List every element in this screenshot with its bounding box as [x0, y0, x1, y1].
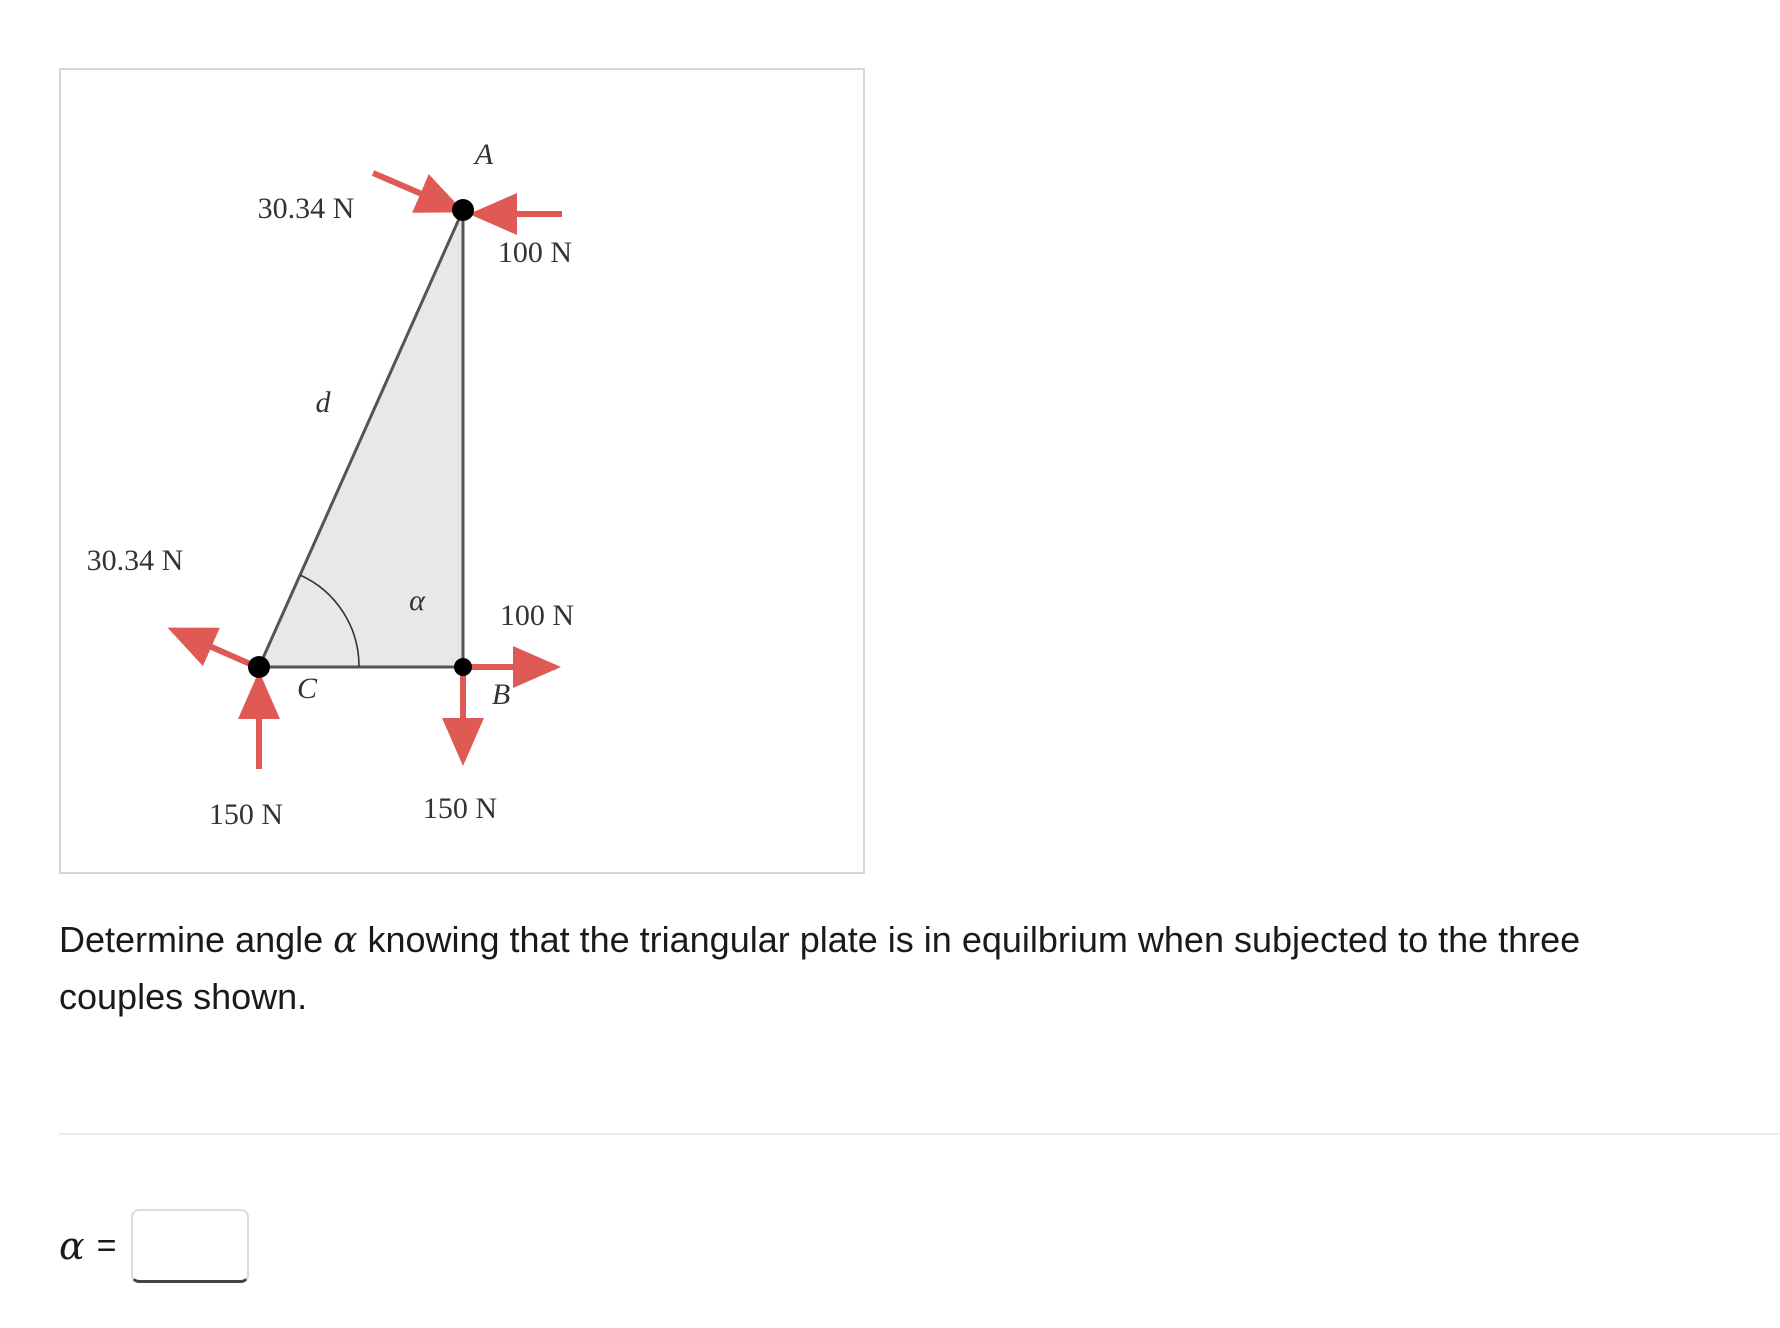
answer-row: [59, 1208, 249, 1284]
label-point-c: C: [296, 672, 318, 705]
label-side-d: d: [315, 386, 331, 419]
divider: [59, 1133, 1780, 1135]
force-arrow-lower-left: [173, 630, 257, 667]
question-text-after: knowing that the triangular plate is in equilbrium when subjected to the three couples shown.: [59, 919, 1581, 1017]
answer-label-alpha: α: [59, 1224, 85, 1268]
triangular-plate-diagram: [61, 70, 863, 872]
label-force-bottom-right: 150 N: [422, 792, 498, 825]
label-force-lower-left: 30.34 N: [86, 544, 184, 577]
label-force-lower-right: 100 N: [499, 599, 575, 632]
triangular-plate: [259, 210, 463, 667]
figure-frame: [59, 68, 865, 874]
node-b: [454, 658, 472, 676]
question-text: [59, 912, 1619, 1025]
label-force-upper-left: 30.34 N: [257, 192, 355, 225]
answer-equals-sign: =: [96, 1226, 117, 1265]
label-angle-alpha: α: [409, 584, 425, 617]
node-c: [248, 656, 270, 678]
label-point-b: B: [491, 678, 511, 711]
force-arrow-upper-left: [373, 173, 459, 210]
alpha-answer-input[interactable]: [131, 1209, 249, 1283]
label-point-a: A: [474, 138, 494, 171]
question-alpha-symbol: α: [333, 920, 358, 961]
node-a: [452, 199, 474, 221]
question-text-before: Determine angle: [59, 919, 334, 960]
label-force-bottom-left: 150 N: [208, 798, 284, 831]
label-force-upper-right: 100 N: [497, 236, 573, 269]
